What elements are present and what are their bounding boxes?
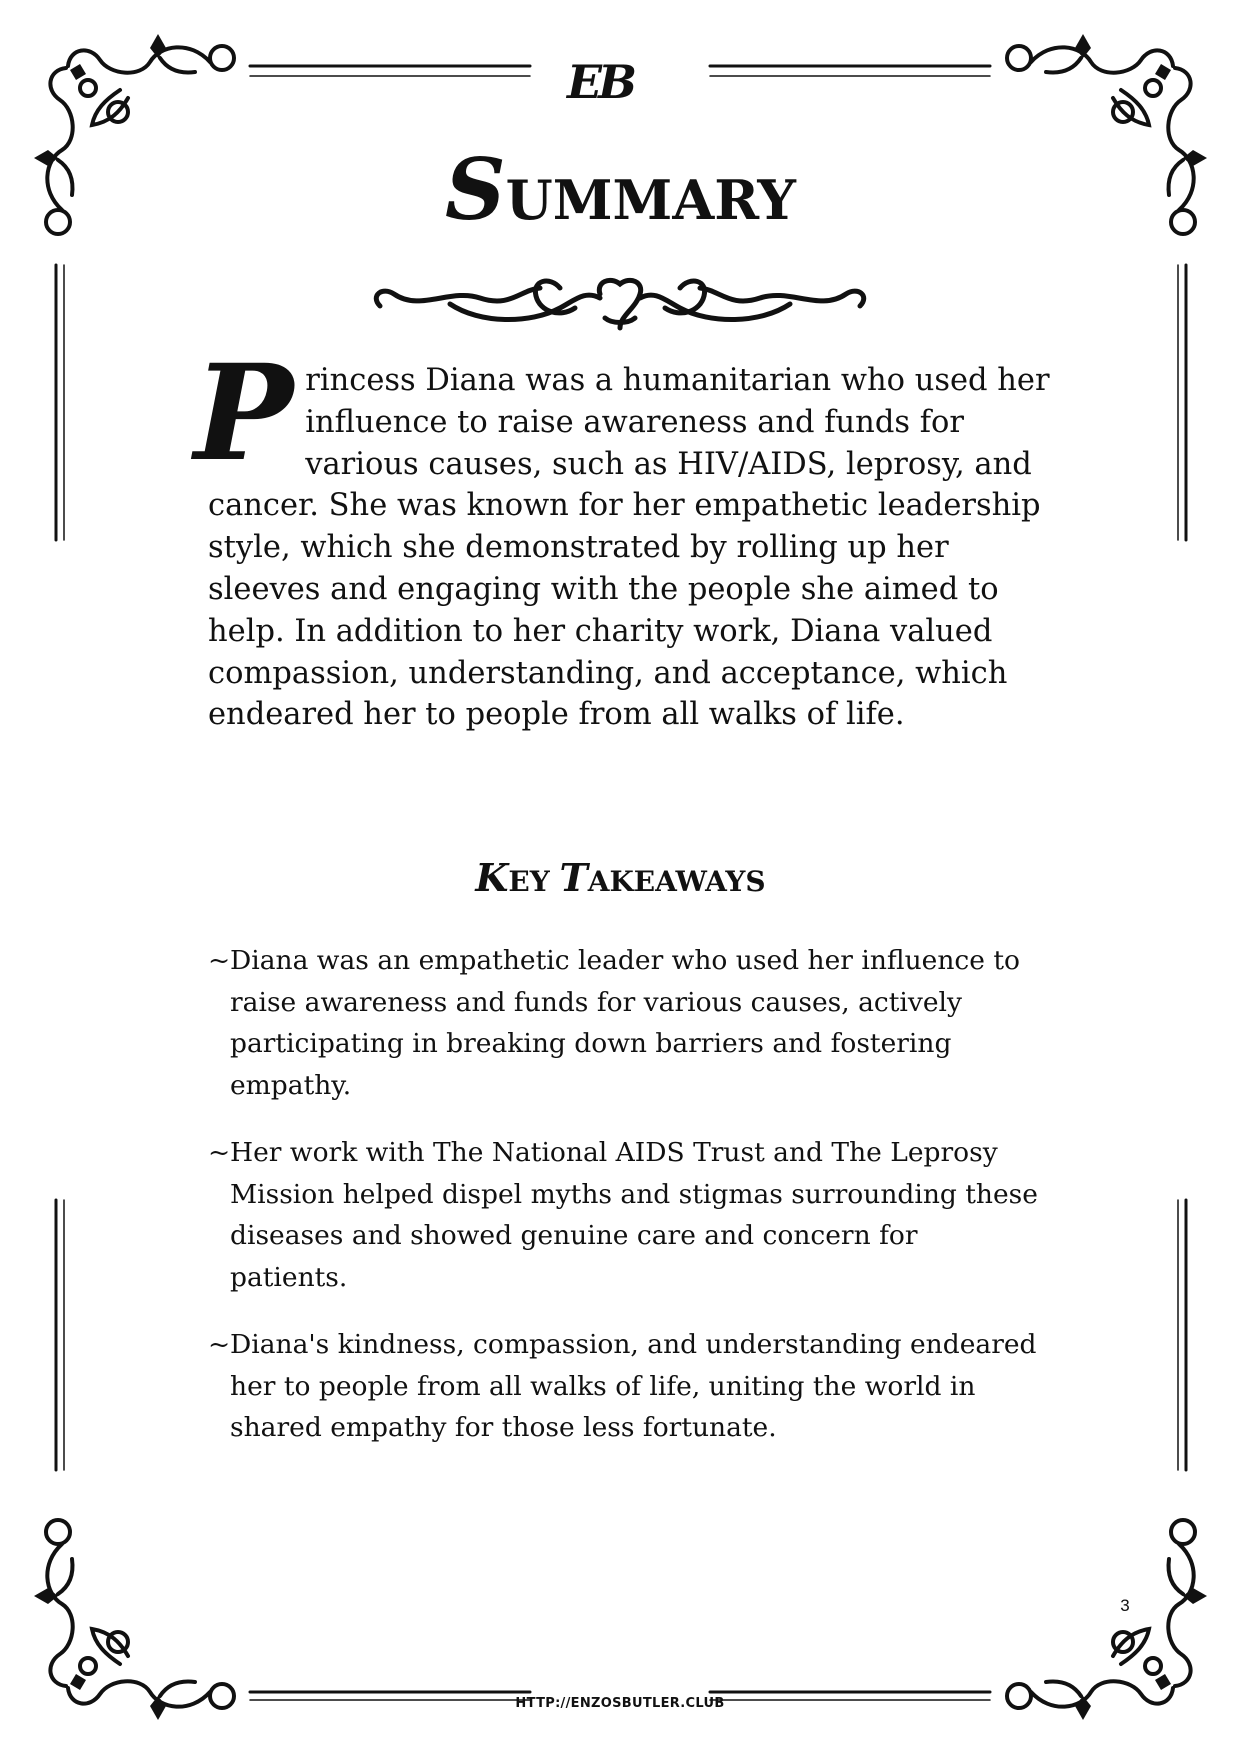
page-title [300,140,941,240]
list-item: ~ Her work with The National AIDS Trust and The Leprosy Mission helped dispel myths and stigmas surrounding these diseases and showed genuine care and concern for patients. [208,1132,1038,1298]
drop-cap: P [194,336,294,491]
page-title-initial: S [445,140,506,239]
key-takeaways-heading: KEY TAKEAWAYS [475,855,766,900]
scroll-divider-icon [360,268,880,338]
page-number: 3 [1120,1596,1130,1615]
list-item: ~ Diana's kindness, compassion, and understanding endeared her to people from all walks of life, uniting the world in shared empathy for those less fortunate. [208,1324,1038,1449]
page-title-rest: UMMARY [505,168,796,232]
takeaways-list [208,940,1038,1475]
bullet-marker: ~ [208,1329,231,1360]
summary-text: rincess Diana was a humanitarian who used her influence to raise awareness and funds for various causes, such as HIV/AIDS, leprosy, and cancer. She was known for her empathetic leadership style, which she demonstrated by rolling up her sleeves and engaging with the people she aimed to help. In addition to her charity work, Diana valued compassion, understanding, and acceptance, which endeared her to people from all walks of life. [208,363,1050,733]
summary-paragraph [194,336,1058,736]
footer-link[interactable]: HTTP://ENZOSBUTLER.CLUB [515,1696,725,1711]
monogram: EB [567,55,633,109]
bullet-marker: ~ [208,1137,231,1168]
list-item: ~ Diana was an empathetic leader who used her influence to raise awareness and funds for various causes, actively participating in breaking down barriers and fostering empathy. [208,940,1038,1106]
bullet-marker: ~ [208,945,231,976]
